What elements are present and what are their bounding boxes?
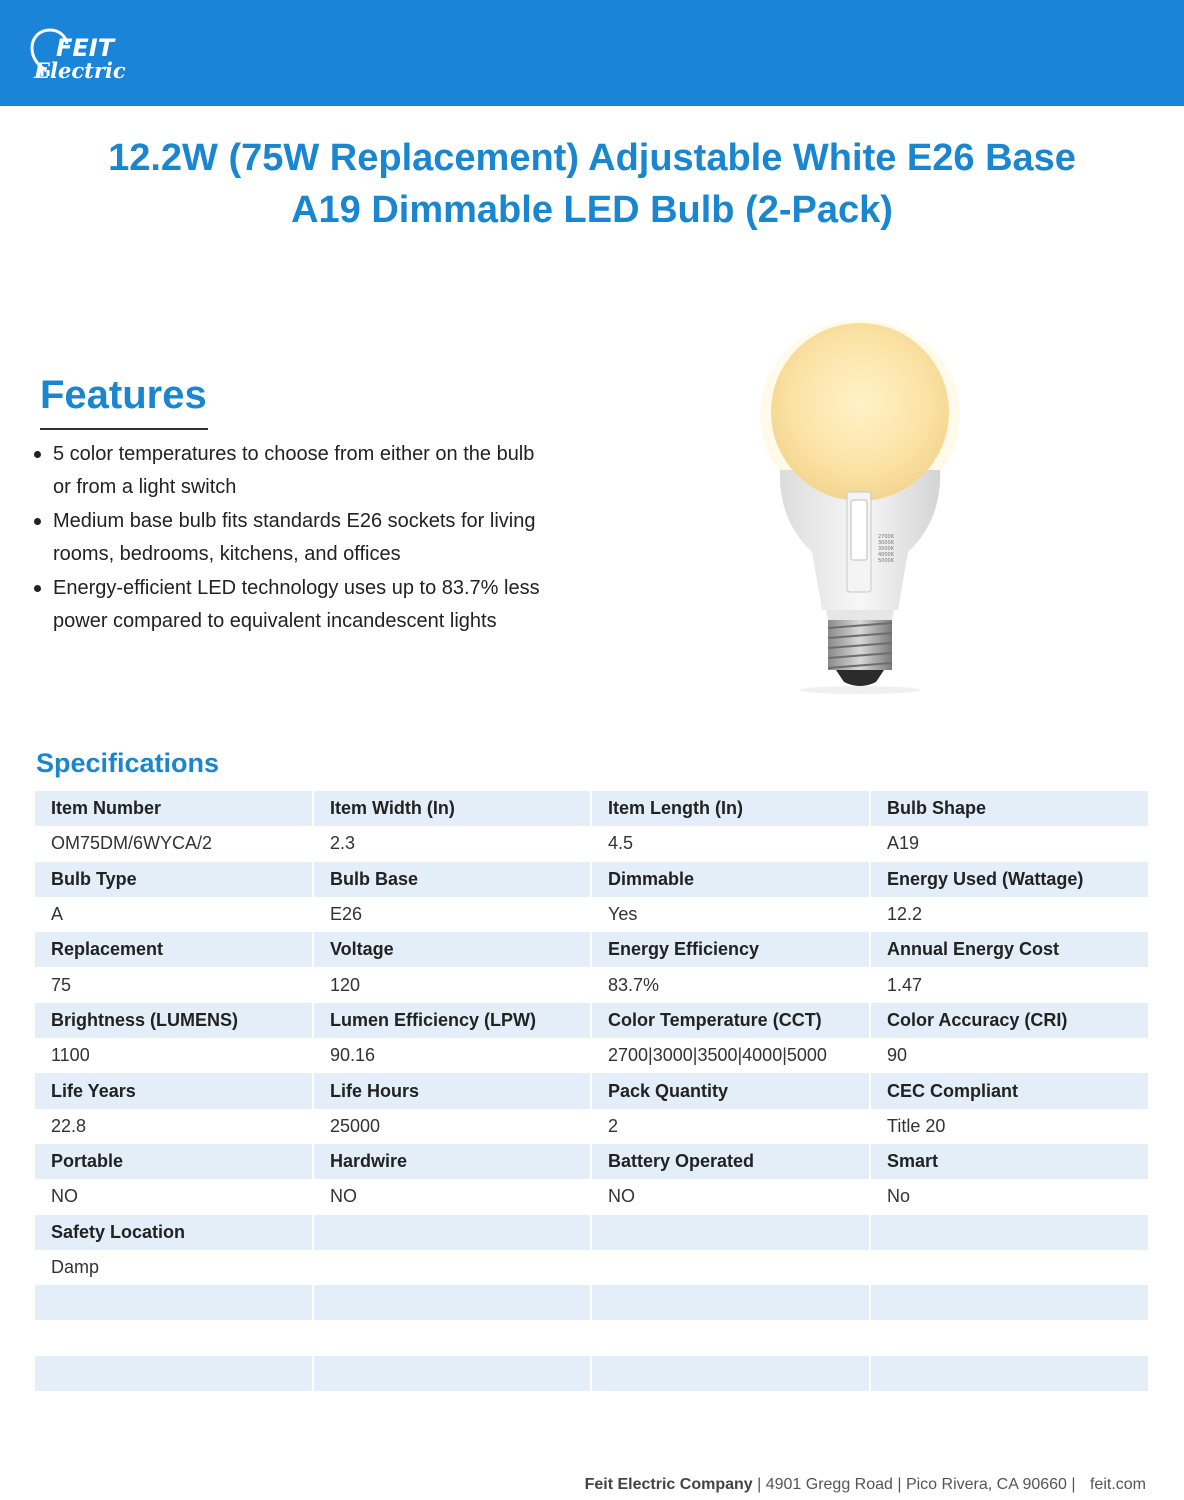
spec-value [591,1320,870,1355]
spec-label: Energy Used (Wattage) [870,862,1148,897]
spec-value: 22.8 [35,1109,313,1144]
spec-value [35,1320,313,1355]
spec-label [35,1356,313,1391]
spec-label [313,1285,591,1320]
spec-label: Bulb Base [313,862,591,897]
spec-label [591,1356,870,1391]
spec-value-row [35,826,1148,861]
spec-value [870,1320,1148,1355]
spec-label-row [35,862,1148,897]
spec-label-row [35,1003,1148,1038]
spec-value-row [35,1250,1148,1285]
spec-value: 1.47 [870,967,1148,1002]
spec-label: Battery Operated [591,1144,870,1179]
spec-value-row [35,897,1148,932]
item-number-link[interactable]: OM75DM/6WYCA/2 [35,826,313,861]
spec-label-row [35,1073,1148,1108]
spec-value: NO [313,1179,591,1214]
spec-label [35,1285,313,1320]
logo-text-electric: Electric [34,58,126,83]
spec-label: Color Accuracy (CRI) [870,1003,1148,1038]
spec-value [313,1250,591,1285]
feature-item: Energy-efficient LED technology uses up to 83.7% less power compared to equivalent incandescent lights [30,572,550,638]
spec-value: 2 [591,1109,870,1144]
spec-label: Voltage [313,932,591,967]
spec-value: Title 20 [870,1109,1148,1144]
spec-value: E26 [313,897,591,932]
spec-value [870,1250,1148,1285]
footer-company: Feit Electric Company [584,1476,753,1493]
spec-value: 90.16 [313,1038,591,1073]
spec-label: Hardwire [313,1144,591,1179]
spec-value: 2700|3000|3500|4000|5000 [591,1038,870,1073]
spec-value-row [35,1179,1148,1214]
spec-label [870,1356,1148,1391]
spec-value-row [35,1109,1148,1144]
header-bar [0,0,1184,106]
features-list [30,438,550,639]
switch-label: 5000K [878,558,895,564]
spec-label-row [35,1144,1148,1179]
footer-website-link[interactable]: feit.com [1089,1476,1146,1493]
spec-label: CEC Compliant [870,1073,1148,1108]
specifications-heading: Specifications [36,748,220,778]
features-heading: Features [40,373,207,417]
spec-value-row [35,1038,1148,1073]
spec-label-row-empty [35,1356,1148,1391]
spec-value: 2.3 [313,826,591,861]
spec-label: Replacement [35,932,313,967]
spec-label: Item Width (In) [313,791,591,826]
spec-label [313,1356,591,1391]
spec-label: Life Years [35,1073,313,1108]
spec-label [870,1215,1148,1250]
spec-value: 12.2 [870,897,1148,932]
spec-value: No [870,1179,1148,1214]
title-line-2: A19 Dimmable LED Bulb (2-Pack) [291,189,893,231]
spec-value [313,1320,591,1355]
spec-value: NO [591,1179,870,1214]
spec-label: Smart [870,1144,1148,1179]
spec-label-row-empty [35,1285,1148,1320]
spec-label: Item Length (In) [591,791,870,826]
spec-value: Damp [35,1250,313,1285]
spec-value: A19 [870,826,1148,861]
spec-label-row [35,791,1148,826]
page-title [0,132,1184,236]
spec-label: Pack Quantity [591,1073,870,1108]
spec-value: 75 [35,967,313,1002]
spec-label: Lumen Efficiency (LPW) [313,1003,591,1038]
spec-label: Color Temperature (CCT) [591,1003,870,1038]
specifications-table [35,791,1148,1391]
spec-value: NO [35,1179,313,1214]
spec-value [591,1250,870,1285]
switch-label: 3000K [878,540,895,546]
spec-value-row [35,967,1148,1002]
spec-value: 90 [870,1038,1148,1073]
spec-label: Life Hours [313,1073,591,1108]
feit-electric-logo [26,26,176,86]
switch-label: 3500K [878,546,895,552]
title-line-1: 12.2W (75W Replacement) Adjustable White E26 Base [108,137,1076,179]
spec-label-row [35,932,1148,967]
spec-value: 1100 [35,1038,313,1073]
feature-item: 5 color temperatures to choose from either on the bulb or from a light switch [30,438,550,504]
spec-value-row-empty [35,1320,1148,1355]
spec-label [870,1285,1148,1320]
switch-label: 2700K [878,534,895,540]
spec-label: Item Number [35,791,313,826]
spec-label-row [35,1215,1148,1250]
spec-label: Energy Efficiency [591,932,870,967]
spec-label [591,1285,870,1320]
spec-value: 4.5 [591,826,870,861]
spec-label: Annual Energy Cost [870,932,1148,967]
feature-item: Medium base bulb fits standards E26 sockets for living rooms, bedrooms, kitchens, and offices [30,505,550,571]
features-underline [40,428,208,430]
spec-label [313,1215,591,1250]
spec-label: Bulb Type [35,862,313,897]
footer-address: | 4901 Gregg Road | Pico Rivera, CA 90660 | [752,1476,1080,1493]
spec-value: A [35,897,313,932]
spec-value: Yes [591,897,870,932]
spec-label [591,1215,870,1250]
spec-label: Dimmable [591,862,870,897]
spec-label: Brightness (LUMENS) [35,1003,313,1038]
spec-label: Portable [35,1144,313,1179]
led-bulb-image [740,320,980,710]
page-footer [0,1476,1146,1494]
spec-label: Safety Location [35,1215,313,1250]
spec-value: 120 [313,967,591,1002]
logo-text-feit: FEIT [56,34,115,62]
spec-value: 83.7% [591,967,870,1002]
spec-label: Bulb Shape [870,791,1148,826]
switch-label: 4000K [878,552,895,558]
spec-value: 25000 [313,1109,591,1144]
